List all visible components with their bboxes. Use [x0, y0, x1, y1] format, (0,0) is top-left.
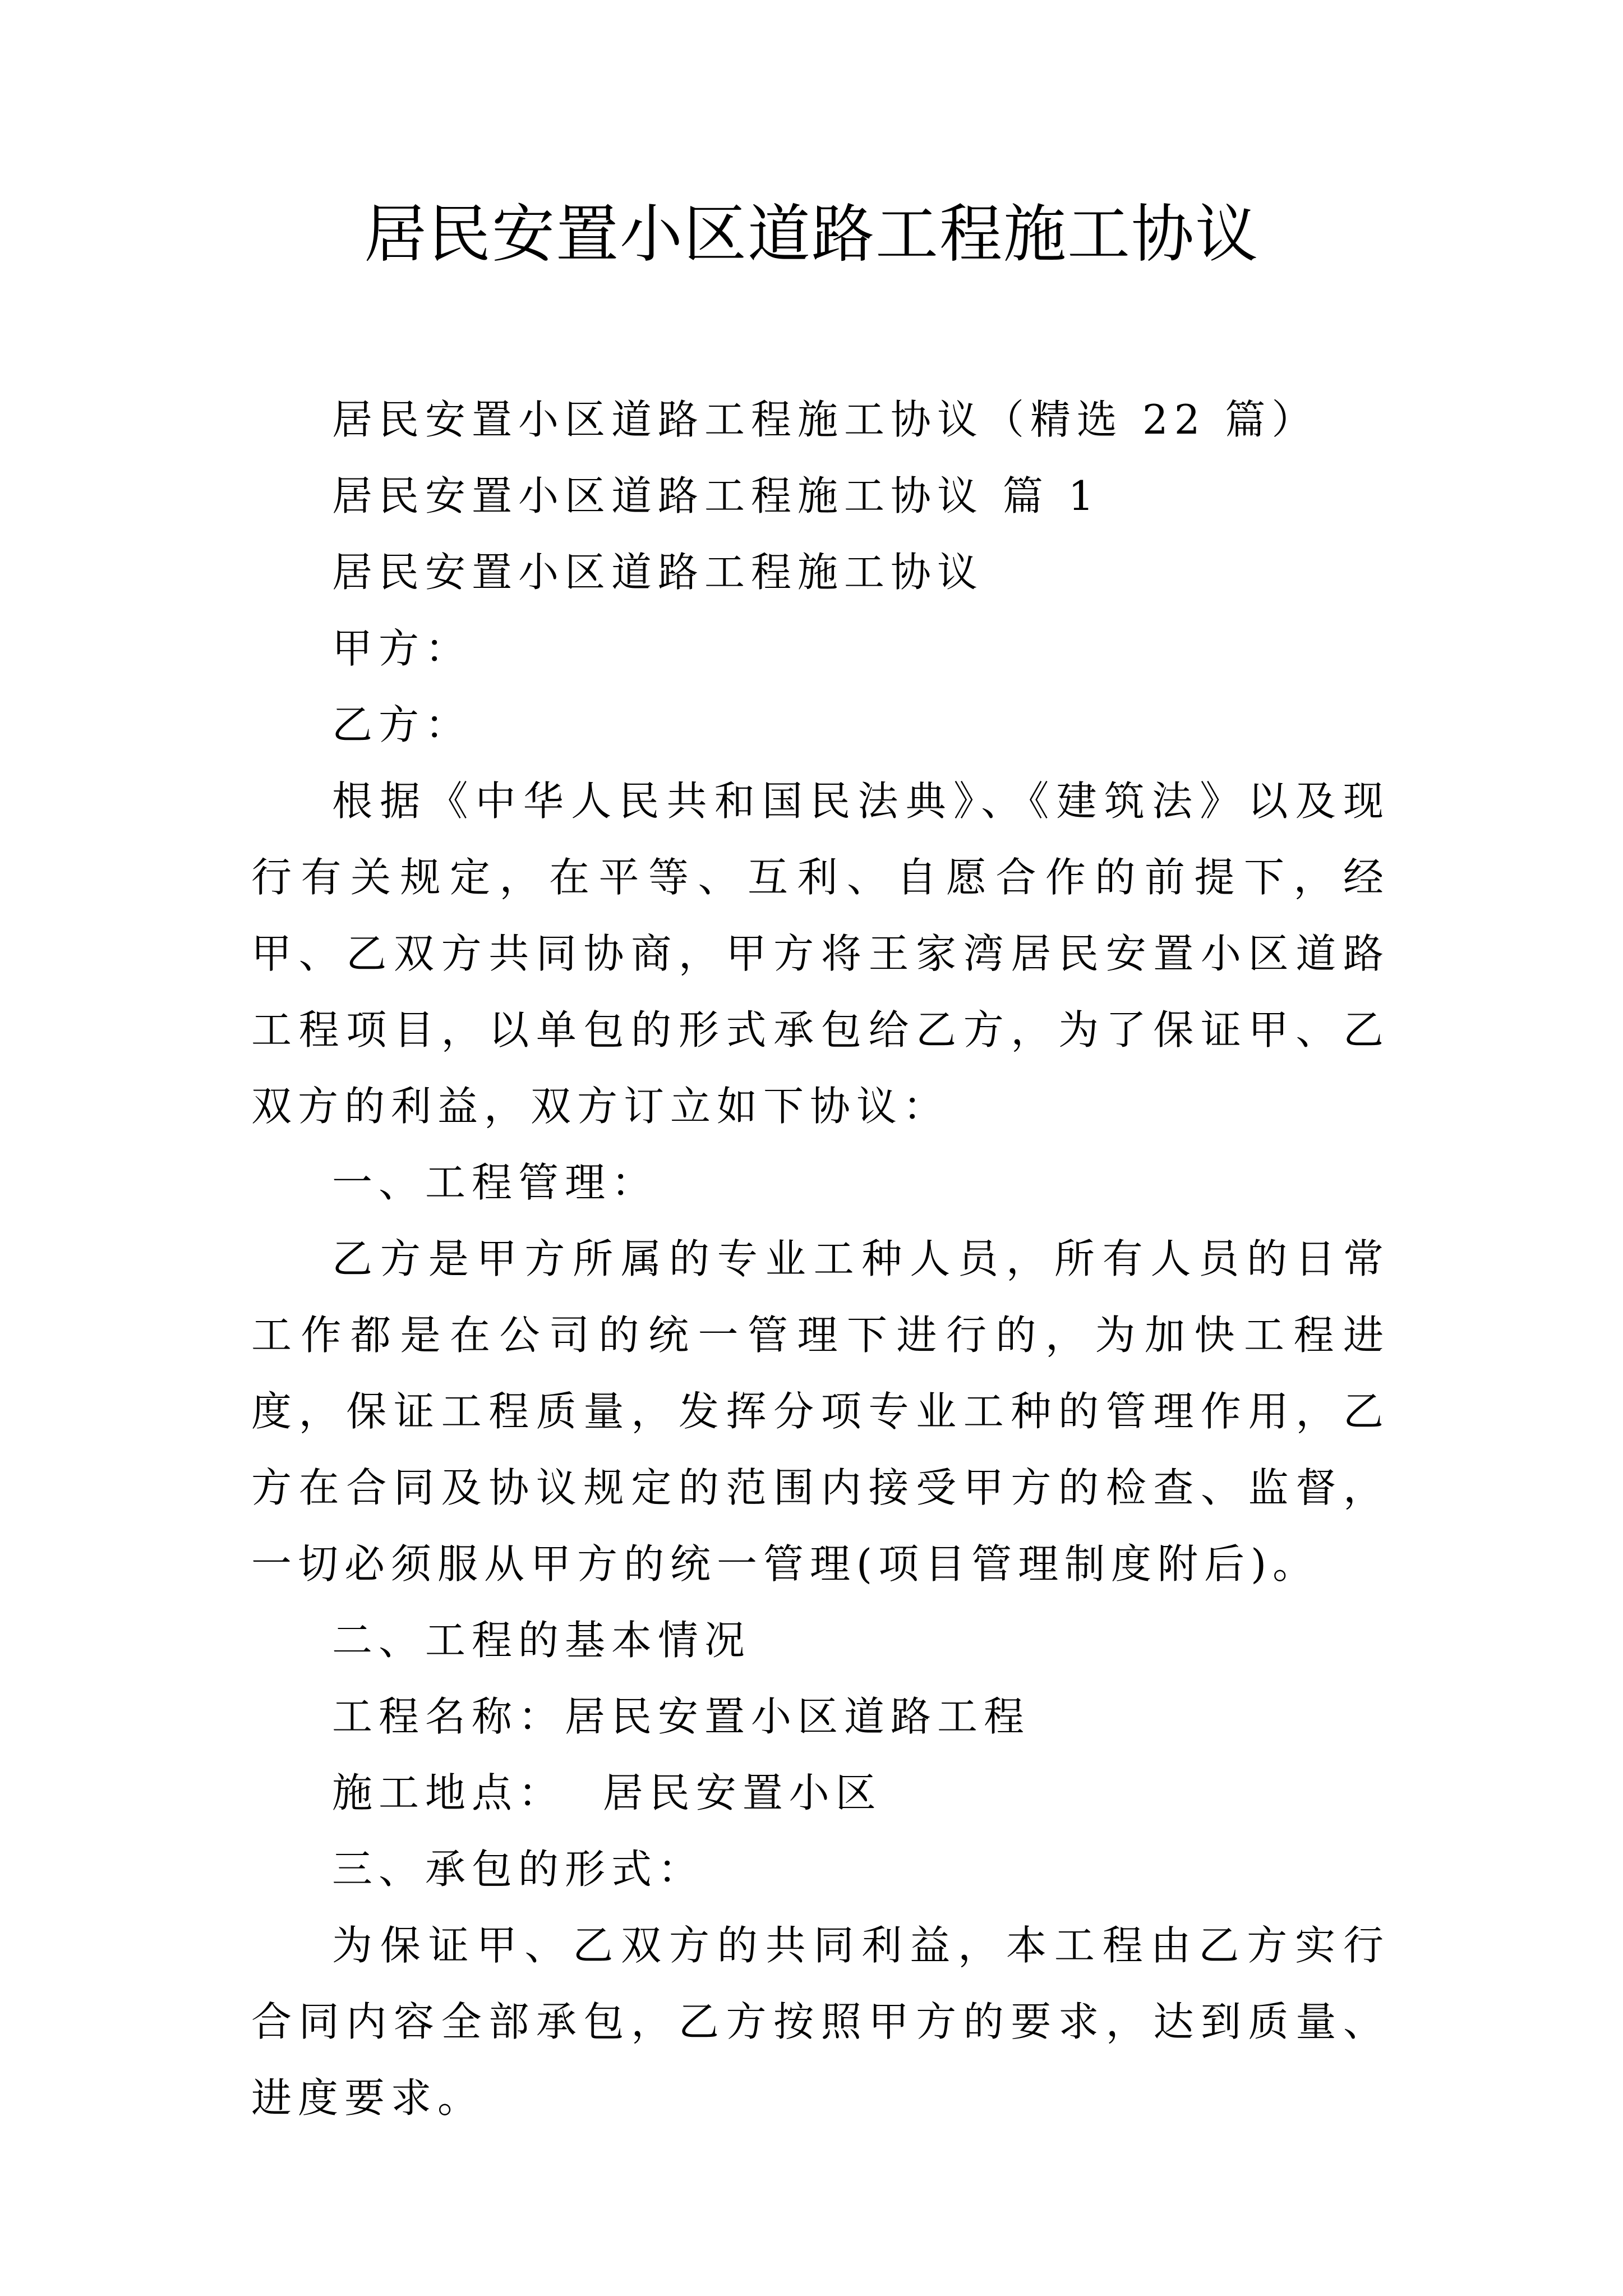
paragraph-project-name: 工程名称：居民安置小区道路工程 — [332, 1693, 1031, 1740]
paragraph-location: 施工地点： 居民安置小区 — [332, 1769, 882, 1816]
paragraph-preamble: 根据《中华人民共和国民法典》、《建筑法》以及现行有关规定，在平等、互利、自愿合作的前提下，经甲、乙双方共同协商，甲方将王家湾居民安置小区道路工程项目，以单包的形式承包给乙方，为了保证甲、乙双方的利益，双方订立如下协议： — [251, 777, 1390, 1130]
paragraph-collection-title: 居民安置小区道路工程施工协议（精选 22 篇） — [332, 396, 1318, 443]
paragraph-contract-form: 为保证甲、乙双方的共同利益，本工程由乙方实行合同内容全部承包，乙方按照甲方的要求，达到质量、进度要求。 — [251, 1922, 1390, 2122]
paragraph-party-a: 甲方： — [332, 625, 472, 672]
paragraph-heading-3: 三、承包的形式： — [332, 1846, 705, 1893]
paragraph-heading-1: 一、工程管理： — [332, 1159, 658, 1206]
paragraph-agreement-name: 居民安置小区道路工程施工协议 — [332, 549, 984, 596]
paragraph-section-heading: 居民安置小区道路工程施工协议 篇 1 — [332, 472, 1100, 519]
document-body — [251, 381, 1390, 2136]
document-title: 居民安置小区道路工程施工协议 — [364, 198, 1259, 271]
paragraph-party-b: 乙方： — [332, 701, 472, 748]
paragraph-management: 乙方是甲方所属的专业工种人员，所有人员的日常工作都是在公司的统一管理下进行的，为加快工程进度，保证工程质量，发挥分项专业工种的管理作用，乙方在合同及协议规定的范围内接受甲方的检查、监督，一切必须服从甲方的统一管理(项目管理制度附后)。 — [251, 1235, 1390, 1588]
paragraph-heading-2: 二、工程的基本情况 — [332, 1617, 751, 1664]
